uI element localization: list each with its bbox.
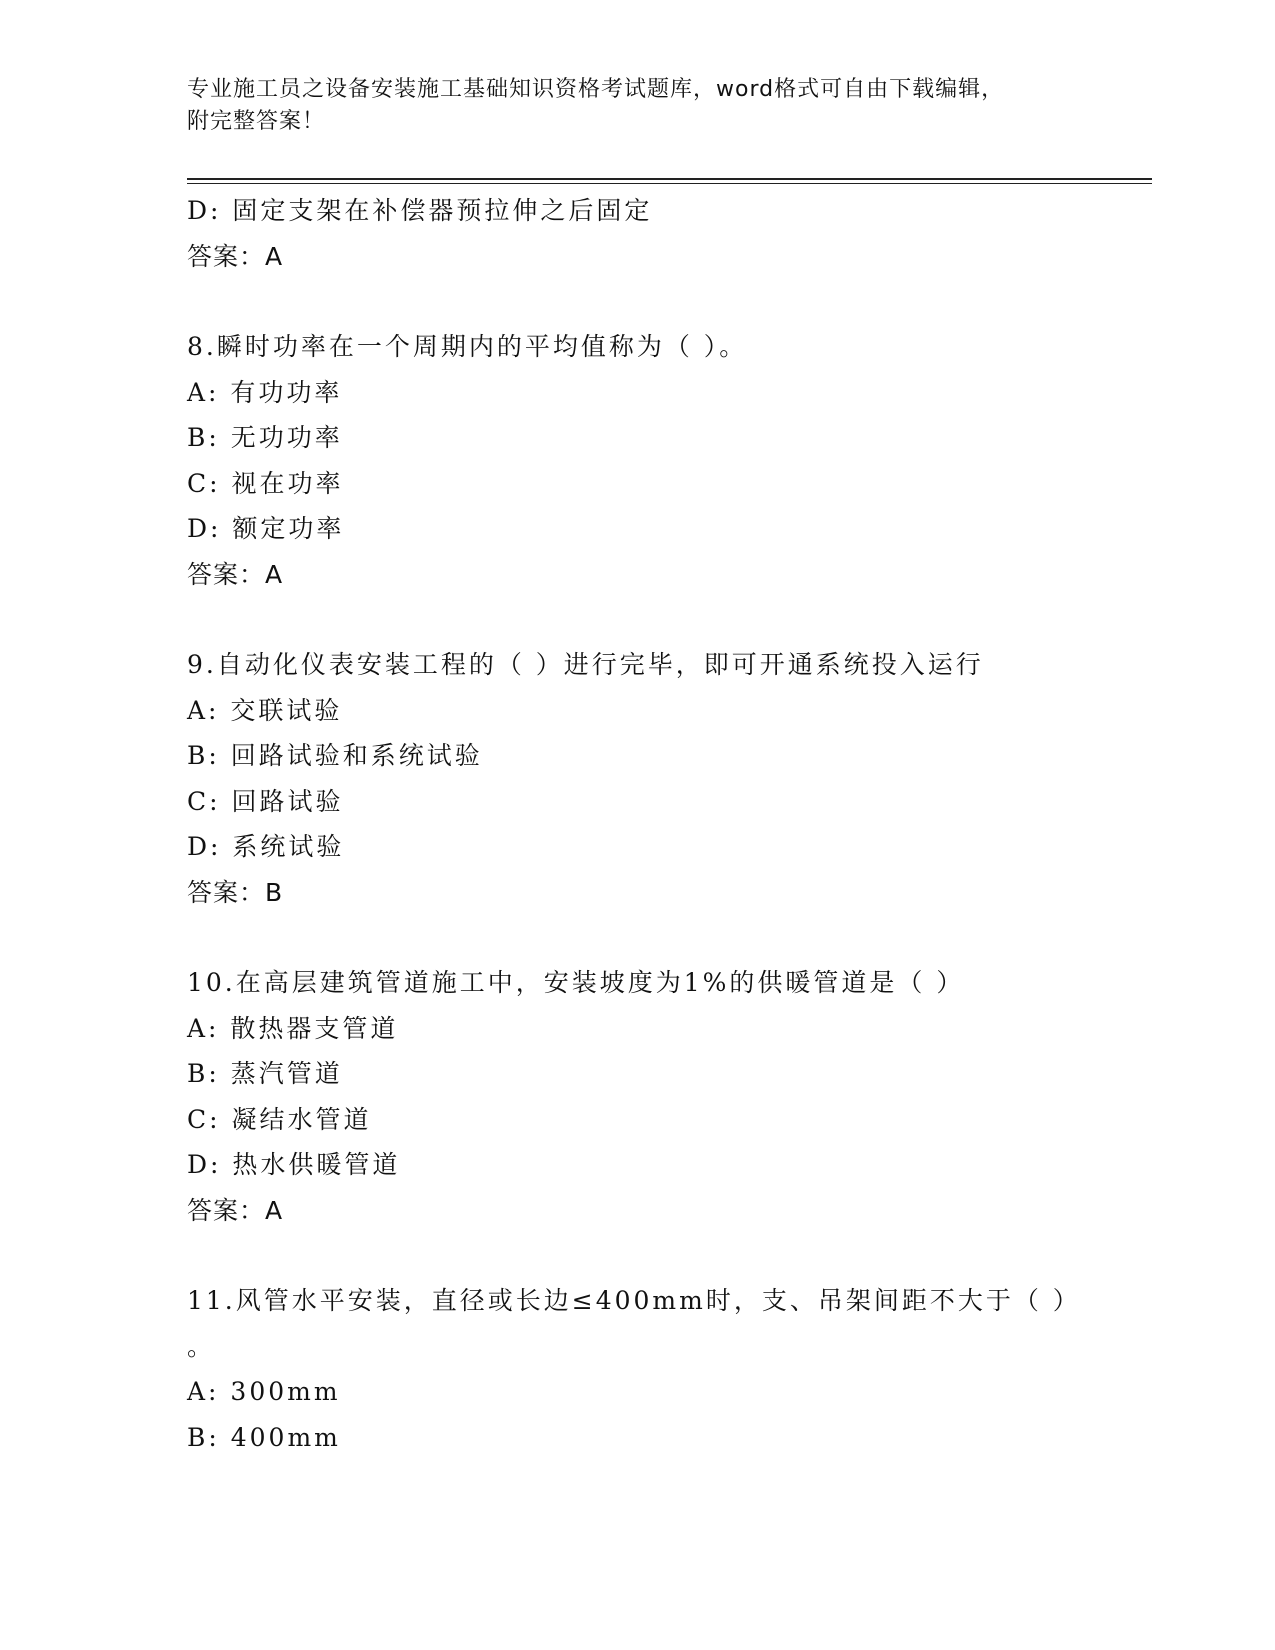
question-stem: 8.瞬时功率在一个周期内的平均值称为（ ）。 <box>187 332 748 361</box>
option-d: D: 额定功率 <box>187 514 345 543</box>
option-c: C: 凝结水管道 <box>187 1104 372 1134</box>
option-b: B: 400mm <box>187 1422 341 1452</box>
question-9 <box>187 642 1152 915</box>
option-d: D: 热水供暖管道 <box>187 1150 401 1179</box>
prev-answer: 答案：A <box>187 241 284 271</box>
question-list <box>187 188 1152 1460</box>
header-line-1: 专业施工员之设备安装施工基础知识资格考试题库，word格式可自由下载编辑， <box>187 77 1005 102</box>
question-11 <box>187 1278 1152 1460</box>
question-stem: 9.自动化仪表安装工程的（ ）进行完毕，即可开通系统投入运行 <box>187 650 984 679</box>
option-d: D: 系统试验 <box>187 832 345 861</box>
option-c: C: 视在功率 <box>187 468 344 498</box>
prev-option-d: D: 固定支架在补偿器预拉伸之后固定 <box>187 196 653 225</box>
answer: 答案：B <box>187 877 284 907</box>
option-c: C: 回路试验 <box>187 786 344 816</box>
option-b: B: 无功功率 <box>187 423 343 452</box>
question-stem: 11.风管水平安装，直径或长边≤400mm时，支、吊架间距不大于（ ） <box>187 1286 1081 1315</box>
document-header <box>187 74 1087 138</box>
question-8 <box>187 324 1152 597</box>
header-divider-thin <box>187 183 1152 184</box>
answer: 答案：A <box>187 559 284 589</box>
answer: 答案：A <box>187 1195 284 1225</box>
question-stem-continuation: 。 <box>187 1331 216 1361</box>
header-divider <box>187 178 1152 180</box>
option-a: A: 散热器支管道 <box>187 1013 399 1043</box>
header-line-2: 附完整答案！ <box>187 109 326 134</box>
option-a: A: 有功功率 <box>187 377 343 407</box>
option-a: A: 交联试验 <box>187 695 343 725</box>
option-b: B: 回路试验和系统试验 <box>187 741 483 770</box>
option-a: A: 300mm <box>187 1377 341 1406</box>
question-10 <box>187 960 1152 1233</box>
option-b: B: 蒸汽管道 <box>187 1059 343 1088</box>
question-stem: 10.在高层建筑管道施工中，安装坡度为1%的供暖管道是（ ） <box>187 968 965 997</box>
